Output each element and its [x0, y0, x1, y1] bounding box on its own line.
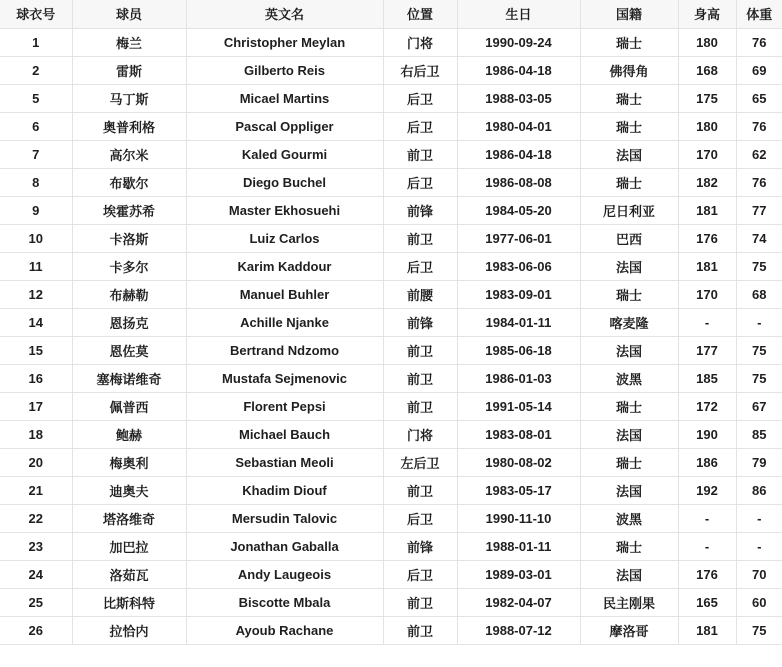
cell-name-en: Luiz Carlos: [186, 224, 383, 252]
cell-name-cn: 佩普西: [72, 392, 186, 420]
cell-position: 右后卫: [383, 56, 457, 84]
column-header-birthday: 生日: [457, 0, 580, 28]
cell-name-en: Michael Bauch: [186, 420, 383, 448]
cell-birthday: 1983-08-01: [457, 420, 580, 448]
cell-nationality: 法国: [580, 560, 678, 588]
cell-birthday: 1983-05-17: [457, 476, 580, 504]
cell-weight: 79: [736, 448, 782, 476]
cell-birthday: 1991-05-14: [457, 392, 580, 420]
table-row: [0, 140, 782, 168]
cell-number: 9: [0, 196, 72, 224]
cell-name-cn: 布歇尔: [72, 168, 186, 196]
cell-nationality: 瑞士: [580, 84, 678, 112]
column-header-position: 位置: [383, 0, 457, 28]
cell-height: -: [678, 504, 736, 532]
cell-nationality: 法国: [580, 476, 678, 504]
cell-height: 181: [678, 196, 736, 224]
cell-name-en: Biscotte Mbala: [186, 588, 383, 616]
cell-weight: 76: [736, 112, 782, 140]
cell-weight: 69: [736, 56, 782, 84]
cell-name-en: Ayoub Rachane: [186, 616, 383, 644]
cell-name-en: Kaled Gourmi: [186, 140, 383, 168]
cell-name-cn: 雷斯: [72, 56, 186, 84]
cell-birthday: 1988-07-12: [457, 616, 580, 644]
cell-name-cn: 奥普利格: [72, 112, 186, 140]
cell-birthday: 1986-01-03: [457, 364, 580, 392]
cell-number: 17: [0, 392, 72, 420]
cell-birthday: 1989-03-01: [457, 560, 580, 588]
cell-name-en: Khadim Diouf: [186, 476, 383, 504]
cell-nationality: 瑞士: [580, 28, 678, 56]
cell-number: 10: [0, 224, 72, 252]
cell-height: 185: [678, 364, 736, 392]
cell-weight: 60: [736, 588, 782, 616]
cell-nationality: 民主刚果: [580, 588, 678, 616]
cell-weight: 67: [736, 392, 782, 420]
cell-nationality: 佛得角: [580, 56, 678, 84]
cell-birthday: 1985-06-18: [457, 336, 580, 364]
cell-height: 175: [678, 84, 736, 112]
table-row: [0, 560, 782, 588]
cell-name-en: Diego Buchel: [186, 168, 383, 196]
cell-height: 181: [678, 252, 736, 280]
cell-position: 前卫: [383, 476, 457, 504]
table-row: [0, 616, 782, 644]
table-row: [0, 476, 782, 504]
cell-name-cn: 卡洛斯: [72, 224, 186, 252]
cell-birthday: 1990-11-10: [457, 504, 580, 532]
cell-height: 190: [678, 420, 736, 448]
column-header-name-en: 英文名: [186, 0, 383, 28]
cell-number: 26: [0, 616, 72, 644]
cell-number: 5: [0, 84, 72, 112]
cell-birthday: 1977-06-01: [457, 224, 580, 252]
cell-name-cn: 比斯科特: [72, 588, 186, 616]
cell-position: 后卫: [383, 252, 457, 280]
cell-nationality: 法国: [580, 140, 678, 168]
cell-name-cn: 洛茹瓦: [72, 560, 186, 588]
cell-name-cn: 埃霍苏希: [72, 196, 186, 224]
cell-position: 前卫: [383, 392, 457, 420]
cell-birthday: 1986-04-18: [457, 140, 580, 168]
cell-nationality: 法国: [580, 336, 678, 364]
cell-name-en: Bertrand Ndzomo: [186, 336, 383, 364]
cell-birthday: 1990-09-24: [457, 28, 580, 56]
table-row: [0, 56, 782, 84]
cell-name-en: Achille Njanke: [186, 308, 383, 336]
cell-weight: -: [736, 504, 782, 532]
cell-birthday: 1982-04-07: [457, 588, 580, 616]
cell-nationality: 巴西: [580, 224, 678, 252]
cell-height: -: [678, 532, 736, 560]
cell-birthday: 1988-01-11: [457, 532, 580, 560]
table-row: [0, 252, 782, 280]
cell-weight: 74: [736, 224, 782, 252]
cell-name-cn: 恩扬克: [72, 308, 186, 336]
cell-name-en: Andy Laugeois: [186, 560, 383, 588]
cell-name-en: Master Ekhosuehi: [186, 196, 383, 224]
cell-name-cn: 高尔米: [72, 140, 186, 168]
cell-name-cn: 马丁斯: [72, 84, 186, 112]
column-header-name-cn: 球员: [72, 0, 186, 28]
cell-name-cn: 塔洛维奇: [72, 504, 186, 532]
cell-position: 前卫: [383, 588, 457, 616]
cell-nationality: 尼日利亚: [580, 196, 678, 224]
cell-name-en: Micael Martins: [186, 84, 383, 112]
cell-height: 182: [678, 168, 736, 196]
cell-position: 门将: [383, 28, 457, 56]
cell-weight: 68: [736, 280, 782, 308]
cell-position: 后卫: [383, 504, 457, 532]
cell-name-en: Manuel Buhler: [186, 280, 383, 308]
cell-height: 176: [678, 224, 736, 252]
cell-weight: 70: [736, 560, 782, 588]
cell-name-en: Mustafa Sejmenovic: [186, 364, 383, 392]
cell-nationality: 瑞士: [580, 448, 678, 476]
cell-number: 23: [0, 532, 72, 560]
cell-name-cn: 迪奥夫: [72, 476, 186, 504]
cell-number: 1: [0, 28, 72, 56]
cell-number: 14: [0, 308, 72, 336]
cell-name-en: Karim Kaddour: [186, 252, 383, 280]
table-row: [0, 112, 782, 140]
cell-weight: 76: [736, 168, 782, 196]
cell-name-en: Sebastian Meoli: [186, 448, 383, 476]
cell-weight: 76: [736, 28, 782, 56]
cell-birthday: 1986-08-08: [457, 168, 580, 196]
cell-nationality: 瑞士: [580, 112, 678, 140]
cell-name-cn: 卡多尔: [72, 252, 186, 280]
cell-position: 前卫: [383, 224, 457, 252]
cell-weight: 75: [736, 252, 782, 280]
cell-position: 前卫: [383, 364, 457, 392]
cell-height: 181: [678, 616, 736, 644]
cell-number: 2: [0, 56, 72, 84]
cell-name-en: Christopher Meylan: [186, 28, 383, 56]
cell-position: 后卫: [383, 560, 457, 588]
cell-weight: -: [736, 308, 782, 336]
cell-height: -: [678, 308, 736, 336]
column-header-number: 球衣号: [0, 0, 72, 28]
table-header-row: [0, 0, 782, 28]
cell-number: 18: [0, 420, 72, 448]
cell-nationality: 瑞士: [580, 532, 678, 560]
cell-weight: 85: [736, 420, 782, 448]
cell-name-en: Pascal Oppliger: [186, 112, 383, 140]
cell-nationality: 法国: [580, 252, 678, 280]
cell-nationality: 瑞士: [580, 392, 678, 420]
cell-nationality: 摩洛哥: [580, 616, 678, 644]
cell-birthday: 1988-03-05: [457, 84, 580, 112]
cell-number: 15: [0, 336, 72, 364]
cell-birthday: 1980-08-02: [457, 448, 580, 476]
cell-nationality: 法国: [580, 420, 678, 448]
cell-weight: 86: [736, 476, 782, 504]
table-row: [0, 196, 782, 224]
cell-position: 后卫: [383, 112, 457, 140]
cell-name-cn: 布赫勒: [72, 280, 186, 308]
cell-number: 6: [0, 112, 72, 140]
cell-number: 20: [0, 448, 72, 476]
cell-birthday: 1983-06-06: [457, 252, 580, 280]
cell-height: 180: [678, 112, 736, 140]
cell-name-en: Jonathan Gaballa: [186, 532, 383, 560]
cell-weight: 75: [736, 336, 782, 364]
table-row: [0, 364, 782, 392]
cell-name-cn: 恩佐莫: [72, 336, 186, 364]
cell-weight: 77: [736, 196, 782, 224]
cell-weight: 75: [736, 616, 782, 644]
cell-birthday: 1983-09-01: [457, 280, 580, 308]
cell-weight: 62: [736, 140, 782, 168]
table-row: [0, 588, 782, 616]
cell-number: 7: [0, 140, 72, 168]
cell-height: 186: [678, 448, 736, 476]
cell-position: 前卫: [383, 140, 457, 168]
table-row: [0, 448, 782, 476]
table-row: [0, 392, 782, 420]
table-body: [0, 28, 782, 644]
cell-position: 前腰: [383, 280, 457, 308]
cell-number: 12: [0, 280, 72, 308]
cell-name-en: Florent Pepsi: [186, 392, 383, 420]
cell-number: 21: [0, 476, 72, 504]
table-row: [0, 308, 782, 336]
table-row: [0, 224, 782, 252]
cell-number: 25: [0, 588, 72, 616]
cell-name-cn: 拉恰内: [72, 616, 186, 644]
cell-weight: 65: [736, 84, 782, 112]
cell-height: 172: [678, 392, 736, 420]
cell-name-cn: 梅奥利: [72, 448, 186, 476]
cell-position: 前锋: [383, 308, 457, 336]
cell-nationality: 瑞士: [580, 168, 678, 196]
cell-name-cn: 鲍赫: [72, 420, 186, 448]
cell-name-cn: 加巴拉: [72, 532, 186, 560]
column-header-height: 身高: [678, 0, 736, 28]
cell-weight: -: [736, 532, 782, 560]
cell-position: 前锋: [383, 532, 457, 560]
cell-position: 前卫: [383, 616, 457, 644]
cell-height: 168: [678, 56, 736, 84]
cell-position: 前锋: [383, 196, 457, 224]
cell-nationality: 波黑: [580, 364, 678, 392]
table-row: [0, 532, 782, 560]
cell-nationality: 瑞士: [580, 280, 678, 308]
table-row: [0, 168, 782, 196]
cell-height: 192: [678, 476, 736, 504]
cell-weight: 75: [736, 364, 782, 392]
table-row: [0, 336, 782, 364]
cell-position: 前卫: [383, 336, 457, 364]
cell-height: 176: [678, 560, 736, 588]
table-row: [0, 504, 782, 532]
column-header-weight: 体重: [736, 0, 782, 28]
cell-birthday: 1984-05-20: [457, 196, 580, 224]
cell-position: 左后卫: [383, 448, 457, 476]
cell-nationality: 喀麦隆: [580, 308, 678, 336]
cell-number: 16: [0, 364, 72, 392]
table-row: [0, 84, 782, 112]
cell-number: 8: [0, 168, 72, 196]
cell-nationality: 波黑: [580, 504, 678, 532]
cell-height: 170: [678, 280, 736, 308]
cell-birthday: 1984-01-11: [457, 308, 580, 336]
cell-birthday: 1986-04-18: [457, 56, 580, 84]
cell-name-en: Mersudin Talovic: [186, 504, 383, 532]
cell-height: 180: [678, 28, 736, 56]
cell-position: 门将: [383, 420, 457, 448]
cell-name-en: Gilberto Reis: [186, 56, 383, 84]
cell-name-cn: 梅兰: [72, 28, 186, 56]
column-header-nationality: 国籍: [580, 0, 678, 28]
table-row: [0, 28, 782, 56]
cell-birthday: 1980-04-01: [457, 112, 580, 140]
cell-height: 177: [678, 336, 736, 364]
cell-height: 170: [678, 140, 736, 168]
cell-name-cn: 塞梅诺维奇: [72, 364, 186, 392]
cell-position: 后卫: [383, 84, 457, 112]
cell-position: 后卫: [383, 168, 457, 196]
cell-number: 11: [0, 252, 72, 280]
cell-number: 24: [0, 560, 72, 588]
table-row: [0, 420, 782, 448]
cell-height: 165: [678, 588, 736, 616]
cell-number: 22: [0, 504, 72, 532]
table-row: [0, 280, 782, 308]
